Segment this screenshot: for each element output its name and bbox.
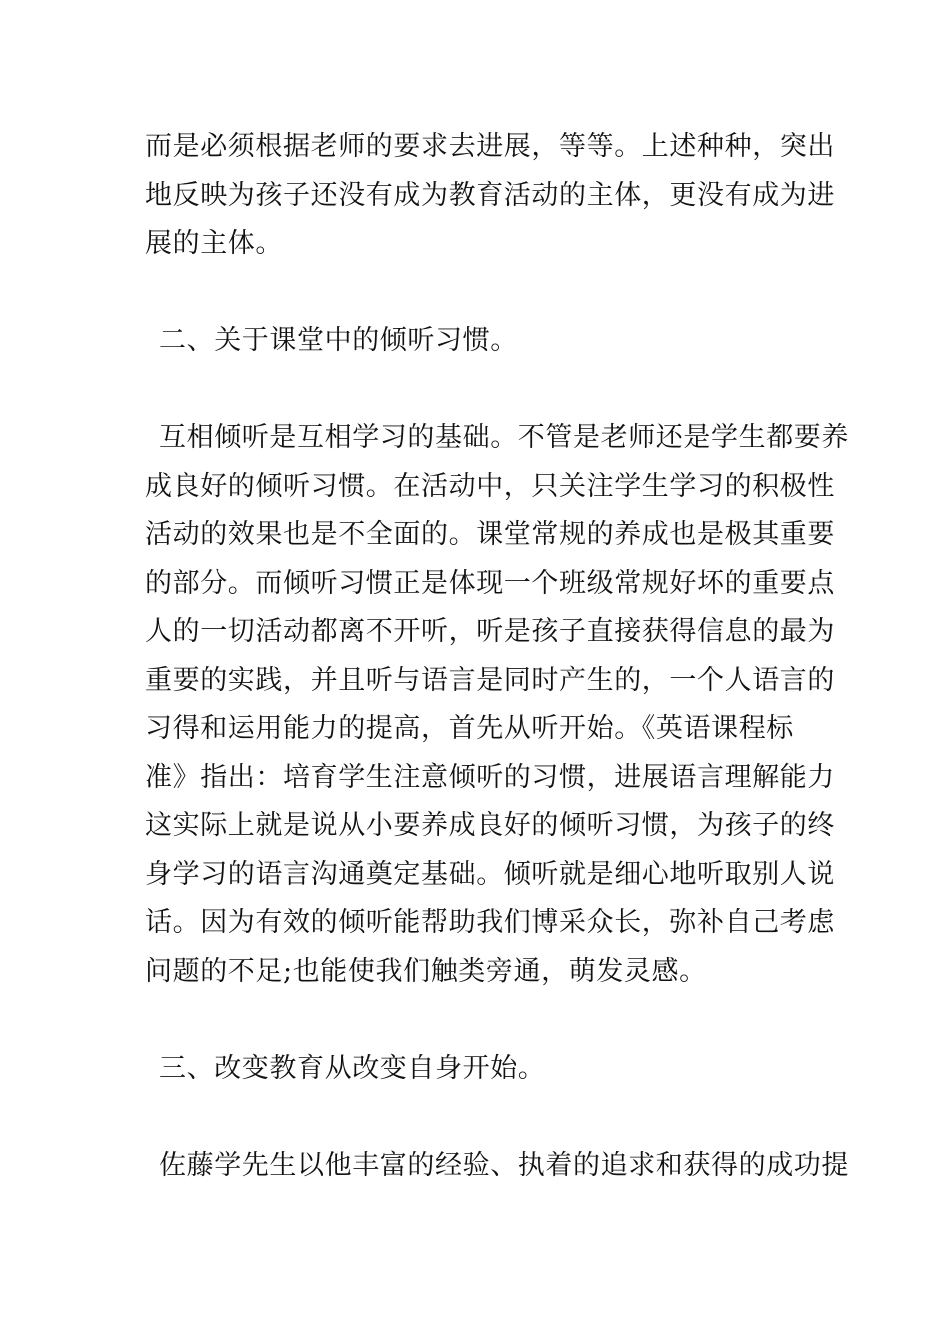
paragraph-line: 重要的实践，并且听与语言是同时产生的，一个人语言的 [145, 664, 835, 696]
paragraph-line: 身学习的语言沟通奠定基础。倾听就是细心地听取别人说 [145, 858, 835, 890]
paragraph-line: 这实际上就是说从小要养成良好的倾听习惯，为孩子的终 [145, 810, 835, 841]
paragraph-3 [145, 1142, 849, 1191]
section-heading-2: 二、关于课堂中的倾听习惯。 [159, 325, 518, 356]
document-page [145, 123, 849, 1190]
paragraph-spacer [145, 366, 809, 415]
paragraph-line: 问题的不足;也能使我们触类旁通，萌发灵感。 [145, 955, 707, 987]
paragraph-1 [145, 123, 835, 269]
paragraph-line: 互相倾听是互相学习的基础。不管是老师还是学生都要养 [159, 422, 849, 453]
paragraph-line: 地反映为孩子还没有成为教育活动的主体，更没有成为进 [145, 179, 835, 211]
paragraph-line: 展的主体。 [145, 228, 283, 259]
paragraph-line: 活动的效果也是不全面的。课堂常规的养成也是极其重要 [145, 519, 835, 550]
paragraph-line: 的部分。而倾听习惯正是体现一个班级常规好坏的重要点 [145, 567, 835, 599]
paragraph-line: 人的一切活动都离不开听，听是孩子直接获得信息的最为 [145, 616, 835, 647]
paragraph-line: 话。因为有效的倾听能帮助我们博采众长，弥补自己考虑 [145, 907, 835, 938]
paragraph-line: 准》指出：培育学生注意倾听的习惯，进展语言理解能力 [145, 761, 835, 793]
paragraph-spacer [145, 269, 809, 318]
section-heading-3: 三、改变教育从改变自身开始。 [159, 1052, 546, 1084]
paragraph-line: 佐藤学先生以他丰富的经验、执着的追求和获得的成功提 [159, 1149, 849, 1181]
paragraph-line: 习得和运用能力的提高，首先从听开始。《英语课程标 [145, 713, 794, 744]
paragraph-spacer [145, 996, 809, 1045]
paragraph-spacer [145, 1093, 809, 1142]
paragraph-line: 而是必须根据老师的要求去进展，等等。上述种种，突出 [145, 131, 835, 162]
paragraph-line: 成良好的倾听习惯。在活动中，只关注学生学习的积极性 [145, 470, 835, 502]
paragraph-2 [145, 414, 849, 996]
